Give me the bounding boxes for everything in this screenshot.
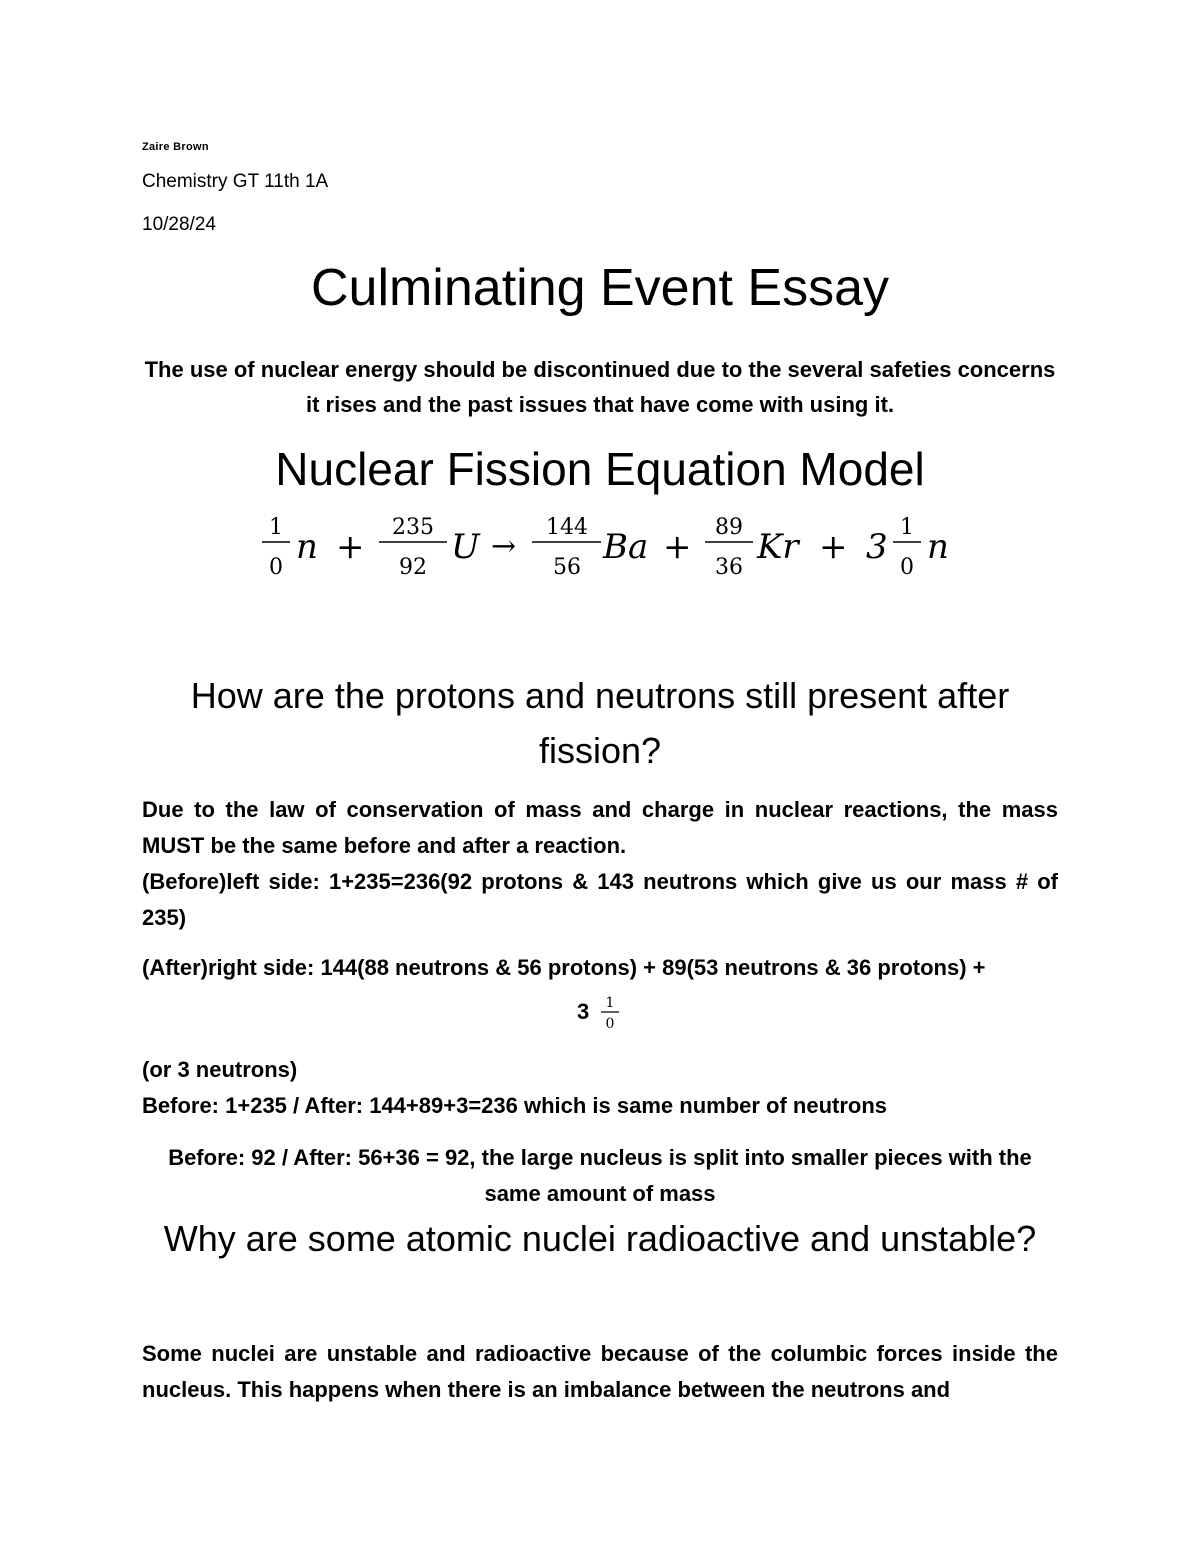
eq-term3-mass: 144 — [546, 515, 588, 540]
section1-heading: How are the protons and neutrons still present after fission? — [190, 675, 1010, 771]
thesis-statement: The use of nuclear energy should be discontinued due to the several safeties concerns it rises and the past issues that have come with using it. — [144, 357, 1056, 417]
eq-term5-mass: 1 — [900, 515, 914, 540]
section2-paragraph-1: Some nuclei are unstable and radioactive because of the columbic forces inside the nucleus. This happens when there is an imbalance between the neutrons and — [142, 1341, 1058, 1402]
section2-heading: Why are some atomic nuclei radioactive and unstable? — [163, 1218, 1037, 1259]
eq-term5-symbol: n — [927, 527, 949, 567]
course-name: Chemistry GT 11th 1A — [142, 171, 329, 192]
eq-term1-symbol: n — [296, 527, 318, 567]
eq-term2-atomic: 92 — [399, 555, 427, 580]
section1-paragraph-1: Due to the law of conservation of mass and charge in nuclear reactions, the mass MUST be the same before and after a reaction. — [142, 797, 1058, 858]
section1-paragraph-2: (Before)left side: 1+235=236(92 protons & 143 neutrons which give us our mass # of 235) — [142, 869, 1058, 930]
eq-plus-1: + — [336, 527, 365, 567]
eq-term1-atomic: 0 — [269, 555, 283, 580]
neutron-fraction — [574, 992, 634, 1042]
section1-paragraph-4: (or 3 neutrons) — [142, 1057, 298, 1082]
model-heading: Nuclear Fission Equation Model — [275, 443, 925, 495]
student-name: Zaire Brown — [142, 141, 209, 153]
eq-arrow: → — [491, 529, 517, 564]
eq-term2-mass: 235 — [392, 515, 434, 540]
eq-plus-2: + — [663, 527, 692, 567]
fission-equation — [0, 500, 1200, 600]
eq-term4-symbol: Kr — [757, 527, 799, 567]
neutron-coefficient: 3 — [577, 999, 590, 1024]
eq-term4-mass: 89 — [715, 515, 743, 540]
eq-term2-symbol: U — [451, 527, 480, 567]
neutron-frac-bottom: 0 — [605, 1016, 615, 1032]
section1-paragraph-5: Before: 1+235 / After: 144+89+3=236 which is same number of neutrons — [142, 1093, 888, 1118]
essay-date: 10/28/24 — [142, 214, 216, 235]
neutron-frac-top: 1 — [605, 995, 615, 1011]
eq-term3-atomic: 56 — [553, 555, 581, 580]
eq-plus-3: + — [819, 527, 848, 567]
section1-paragraph-6: Before: 92 / After: 56+36 = 92, the large nucleus is split into smaller pieces with the same amount of mass — [168, 1145, 1032, 1206]
eq-term5-atomic: 0 — [900, 555, 914, 580]
eq-term4-atomic: 36 — [715, 555, 743, 580]
eq-term5-coefficient: 3 — [866, 527, 888, 567]
section1-paragraph-3: (After)right side: 144(88 neutrons & 56 protons) + 89(53 neutrons & 36 protons) + — [142, 955, 986, 980]
eq-term3-symbol: Ba — [603, 527, 649, 567]
essay-title: Culminating Event Essay — [310, 259, 890, 317]
eq-term1-mass: 1 — [269, 515, 283, 540]
